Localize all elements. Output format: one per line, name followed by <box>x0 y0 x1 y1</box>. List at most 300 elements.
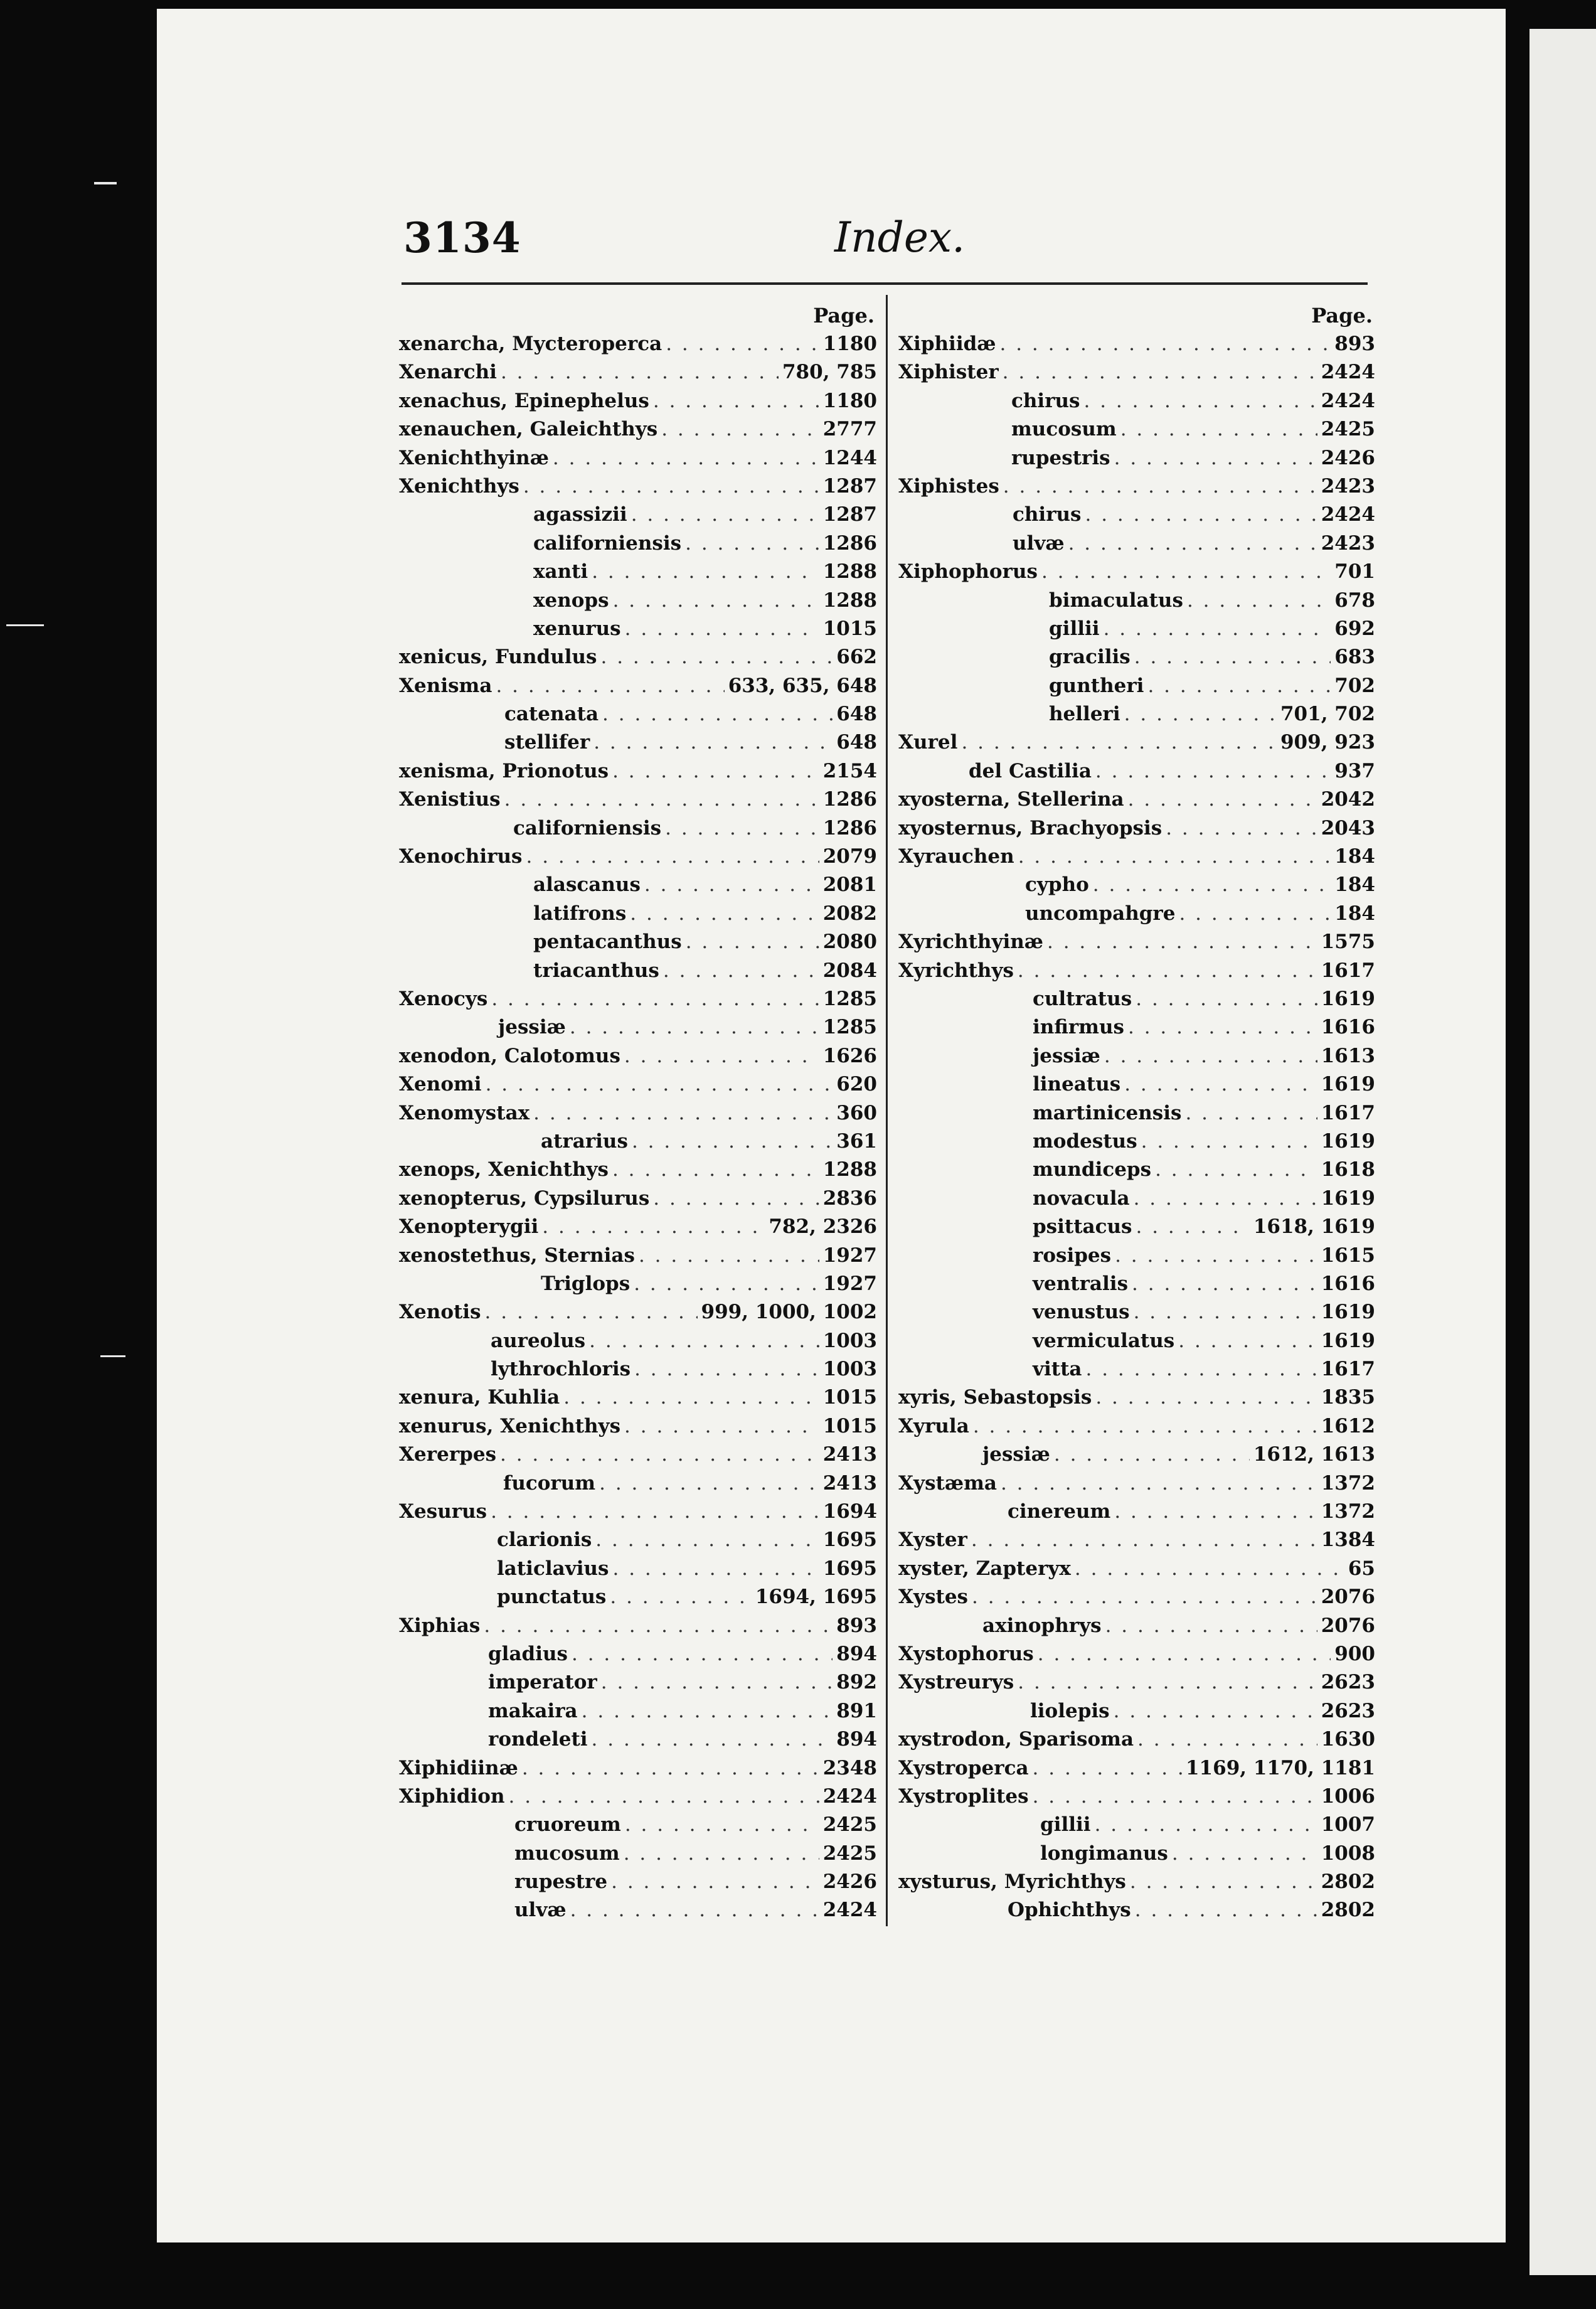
index-term: cruoreum <box>514 1813 621 1837</box>
page-reference: 2084 <box>822 959 877 982</box>
index-entry <box>898 1213 1375 1241</box>
index-term: makaira <box>488 1699 578 1722</box>
index-term: infirmus <box>1033 1016 1124 1039</box>
dot-leader <box>486 1070 833 1099</box>
dot-leader <box>593 728 833 757</box>
index-entry <box>898 1783 1375 1811</box>
dot-leader <box>601 1668 833 1697</box>
index-entry <box>399 1526 877 1554</box>
dot-leader <box>1135 1896 1317 1924</box>
index-term: Xenichthys <box>399 474 519 498</box>
index-term: Xyrauchen <box>898 845 1014 868</box>
page-reference: 184 <box>1334 845 1375 868</box>
index-term: jessiæ <box>1033 1044 1100 1067</box>
dot-leader <box>1141 1128 1317 1156</box>
index-term: Xiphias <box>399 1614 481 1637</box>
index-term: xyosternus, Brachyopsis <box>898 816 1162 840</box>
page-reference: 2082 <box>822 902 877 925</box>
index-entry <box>399 1156 877 1184</box>
index-term: agassizii <box>533 503 627 526</box>
index-term: Xystreurys <box>898 1671 1014 1694</box>
index-entry <box>898 1156 1375 1184</box>
dot-leader <box>1124 700 1277 728</box>
dot-leader <box>504 786 819 814</box>
index-term: Xenocys <box>399 987 488 1010</box>
dot-leader <box>599 1469 819 1498</box>
index-entry <box>898 387 1375 415</box>
dot-leader <box>582 1697 833 1725</box>
index-term: rupestre <box>514 1870 608 1894</box>
index-entry <box>898 1725 1375 1754</box>
index-term: chirus <box>1013 503 1082 526</box>
index-entry <box>399 700 877 728</box>
dot-leader <box>522 1754 819 1783</box>
index-entry <box>399 587 877 615</box>
index-term: cinereum <box>1008 1500 1111 1523</box>
page-reference: 1617 <box>1321 1358 1375 1381</box>
page-reference: 1619 <box>1321 1186 1375 1210</box>
index-term: Xenopterygii <box>399 1215 539 1239</box>
index-entry <box>399 786 877 814</box>
page-reference: 2425 <box>1321 418 1375 441</box>
index-entry <box>399 1811 877 1839</box>
dot-leader <box>1085 501 1317 529</box>
dot-leader <box>1120 415 1317 444</box>
dot-leader <box>570 1896 819 1924</box>
index-term: lineatus <box>1033 1073 1121 1096</box>
dot-leader <box>1000 330 1331 358</box>
index-term: psittacus <box>1033 1215 1132 1239</box>
dot-leader <box>1134 643 1331 671</box>
page-reference: 1615 <box>1321 1244 1375 1267</box>
page-reference: 2080 <box>822 931 877 954</box>
page-reference: 1244 <box>822 446 877 469</box>
page-reference: 360 <box>836 1101 877 1124</box>
index-term: uncompahgre <box>1025 902 1176 925</box>
index-entry <box>399 1042 877 1070</box>
dot-leader <box>1136 985 1317 1013</box>
index-entry <box>399 672 877 700</box>
index-entry <box>399 843 877 871</box>
dot-leader <box>624 1042 819 1070</box>
page-reference: 2424 <box>1321 389 1375 412</box>
page-reference: 1619 <box>1321 1073 1375 1096</box>
index-term: bimaculatus <box>1049 589 1183 612</box>
page-reference: 1015 <box>822 1414 877 1437</box>
page-reference: 2076 <box>1321 1614 1375 1637</box>
index-entry <box>399 415 877 444</box>
index-term: punctatus <box>497 1586 607 1609</box>
index-entry <box>898 643 1375 671</box>
index-term: xenicus, Fundulus <box>399 646 597 669</box>
page-reference: 1630 <box>1321 1728 1375 1751</box>
index-term: Xystroperca <box>898 1756 1029 1779</box>
dot-leader <box>1134 1185 1317 1213</box>
dot-leader <box>1033 1754 1182 1783</box>
index-term: gillii <box>1040 1813 1091 1837</box>
index-entry <box>399 1896 877 1924</box>
index-entry <box>898 1441 1375 1469</box>
dot-leader <box>663 957 819 985</box>
page-reference: 1617 <box>1321 1101 1375 1124</box>
page-reference: 1288 <box>822 1158 877 1181</box>
page-reference: 678 <box>1334 589 1375 612</box>
index-entry <box>399 900 877 928</box>
page-reference: 1288 <box>822 589 877 612</box>
page-reference: 1007 <box>1321 1813 1375 1837</box>
index-term: chirus <box>1011 389 1080 412</box>
dot-leader <box>1041 558 1331 586</box>
dot-leader <box>1155 1156 1317 1184</box>
page-reference: 1619 <box>1321 1129 1375 1153</box>
index-term: Xiphister <box>898 361 999 384</box>
dot-leader <box>1095 1811 1317 1839</box>
dot-leader <box>612 1156 819 1184</box>
page-reference: 701 <box>1334 560 1375 584</box>
index-term: imperator <box>488 1671 597 1694</box>
index-entry <box>898 1128 1375 1156</box>
index-entry <box>898 1384 1375 1412</box>
page-reference: 999, 1000, 1002 <box>701 1301 877 1324</box>
page-reference: 1180 <box>822 333 877 355</box>
index-entry <box>399 387 877 415</box>
index-term: mucosum <box>1011 418 1117 441</box>
page-reference: 2425 <box>822 1842 877 1865</box>
index-term: xenops <box>533 589 609 612</box>
index-term: Xererpes <box>399 1443 497 1466</box>
index-term: Xiphistes <box>898 474 999 498</box>
index-term: mucosum <box>514 1842 620 1865</box>
page-reference: 1285 <box>822 1016 877 1039</box>
index-entry <box>898 1099 1375 1128</box>
dot-leader <box>1114 1498 1317 1526</box>
index-term: californiensis <box>533 531 682 555</box>
index-entry <box>399 1327 877 1355</box>
index-entry <box>898 330 1375 358</box>
page-reference: 2424 <box>1321 503 1375 526</box>
dot-leader <box>630 900 819 928</box>
page-reference: 1613 <box>1321 1044 1375 1067</box>
dot-leader <box>612 1555 819 1583</box>
page-reference: 1618, 1619 <box>1253 1215 1375 1239</box>
dot-leader <box>485 1298 698 1326</box>
page-reference: 892 <box>836 1671 877 1694</box>
index-entry <box>399 1213 877 1241</box>
index-entry <box>399 358 877 387</box>
index-term: mundiceps <box>1033 1158 1152 1181</box>
dot-leader <box>653 387 819 415</box>
dot-leader <box>1104 615 1331 643</box>
page-reference: 1695 <box>822 1557 877 1580</box>
index-term: pentacanthus <box>533 931 682 954</box>
index-entry <box>399 957 877 985</box>
index-entry <box>399 1441 877 1469</box>
index-term: ulvæ <box>514 1899 567 1922</box>
dot-leader <box>1086 1355 1317 1384</box>
dot-leader <box>1018 1668 1317 1697</box>
dot-leader <box>624 1840 819 1868</box>
index-term: gillii <box>1049 617 1100 640</box>
index-entry <box>399 1242 877 1270</box>
dot-leader <box>1001 1469 1317 1498</box>
page-reference: 620 <box>836 1073 877 1096</box>
index-term: Xenomystax <box>399 1101 530 1124</box>
page-reference: 1618 <box>1321 1158 1375 1181</box>
dot-leader <box>972 1583 1317 1611</box>
index-entry <box>898 985 1375 1013</box>
dot-leader <box>1128 1013 1317 1042</box>
dot-leader <box>1166 814 1317 843</box>
dot-leader <box>632 1128 833 1156</box>
index-entry <box>399 985 877 1013</box>
index-entry <box>898 728 1375 757</box>
dot-leader <box>625 615 819 643</box>
page-reference: 692 <box>1334 617 1375 640</box>
index-term: xyris, Sebastopsis <box>898 1386 1092 1409</box>
index-term: xenisma, Prionotus <box>399 759 609 782</box>
index-entry <box>399 871 877 899</box>
page-reference: 1619 <box>1321 1301 1375 1324</box>
index-entry <box>399 1384 877 1412</box>
page-reference: 1619 <box>1321 1329 1375 1352</box>
index-entry <box>399 1013 877 1042</box>
page-reference: 2623 <box>1321 1699 1375 1722</box>
dot-leader <box>523 472 819 501</box>
dot-leader <box>1115 1242 1317 1270</box>
index-term: xenura, Kuhlia <box>399 1386 560 1409</box>
index-term: californiensis <box>513 816 662 840</box>
index-entry <box>399 928 877 956</box>
page-reference: 2802 <box>1321 1899 1375 1922</box>
dot-leader <box>661 415 819 444</box>
dot-leader <box>644 871 819 899</box>
index-entry <box>399 444 877 472</box>
dot-leader <box>1105 1612 1317 1640</box>
index-term: lythrochloris <box>491 1358 631 1381</box>
dot-leader <box>592 558 819 586</box>
index-term: Xenomi <box>399 1073 482 1096</box>
page-reference: 1286 <box>822 531 877 555</box>
index-term: Xiphidiinæ <box>399 1756 518 1779</box>
index-term: helleri <box>1049 703 1120 726</box>
index-entry <box>898 415 1375 444</box>
index-entry <box>898 1242 1375 1270</box>
page-reference: 1015 <box>822 1386 877 1409</box>
index-entry <box>399 1185 877 1213</box>
dot-leader <box>1095 1384 1317 1412</box>
index-term: xenopterus, Cypsilurus <box>399 1186 650 1210</box>
page-reference: 2424 <box>822 1899 877 1922</box>
index-entry <box>898 587 1375 615</box>
dot-leader <box>612 757 819 786</box>
dot-leader <box>686 928 819 956</box>
page-reference: 184 <box>1334 902 1375 925</box>
index-entry <box>898 1185 1375 1213</box>
dot-leader <box>1128 786 1317 814</box>
page-reference: 1927 <box>822 1244 877 1267</box>
page-reference: 1287 <box>822 503 877 526</box>
index-term: latifrons <box>533 902 627 925</box>
index-entry <box>399 1070 877 1099</box>
dot-leader <box>1185 1099 1317 1128</box>
dot-leader <box>553 444 819 472</box>
page-column-header: Page. <box>813 304 875 328</box>
index-column-right <box>898 301 1375 1925</box>
page-reference: 1006 <box>1321 1784 1375 1808</box>
page-reference: 2423 <box>1321 474 1375 498</box>
index-entry <box>399 1469 877 1498</box>
index-entry <box>399 1612 877 1640</box>
page-reference: 1575 <box>1321 931 1375 954</box>
dot-leader <box>484 1612 833 1640</box>
dot-leader <box>610 1583 751 1611</box>
index-entry <box>399 1725 877 1754</box>
index-entry <box>399 501 877 529</box>
index-entry <box>898 1042 1375 1070</box>
page-reference: 900 <box>1334 1642 1375 1665</box>
index-term: Xenisma <box>399 674 492 697</box>
column-divider <box>886 295 888 1926</box>
index-entry <box>399 1668 877 1697</box>
index-entry <box>399 1868 877 1896</box>
index-term: ulvæ <box>1013 531 1065 555</box>
adjacent-page-edge <box>1530 29 1596 2275</box>
index-term: Xyrichthys <box>898 959 1014 982</box>
dot-leader <box>572 1640 833 1668</box>
dot-leader <box>1084 387 1317 415</box>
index-entry <box>898 1555 1375 1583</box>
page-reference: 1180 <box>822 389 877 412</box>
index-term: gracilis <box>1049 646 1130 669</box>
page-reference: 1286 <box>822 816 877 840</box>
dot-leader <box>653 1185 819 1213</box>
index-term: xenauchen, Galeichthys <box>399 418 658 441</box>
dot-leader <box>1132 1270 1317 1298</box>
dot-leader <box>1018 957 1317 985</box>
dot-leader <box>542 1213 765 1241</box>
index-term: ventralis <box>1033 1272 1129 1295</box>
index-entry <box>399 530 877 558</box>
page-reference: 1003 <box>822 1329 877 1352</box>
scan-speck <box>6 624 44 626</box>
page-reference: 2413 <box>822 1443 877 1466</box>
page-reference: 662 <box>836 646 877 669</box>
index-entry <box>399 757 877 786</box>
dot-leader <box>1018 843 1331 871</box>
dot-leader <box>639 1242 819 1270</box>
index-entry <box>399 615 877 643</box>
index-entry <box>898 928 1375 956</box>
index-term: liolepis <box>1030 1699 1110 1722</box>
index-entry <box>898 814 1375 843</box>
index-entry <box>399 1783 877 1811</box>
page-reference: 2423 <box>1321 531 1375 555</box>
index-term: axinophrys <box>982 1614 1102 1637</box>
page-reference: 648 <box>836 731 877 754</box>
index-entry <box>898 530 1375 558</box>
index-entry <box>399 1099 877 1128</box>
dot-leader <box>685 530 819 558</box>
index-term: jessiæ <box>498 1016 566 1039</box>
index-term: cultratus <box>1033 987 1132 1010</box>
dot-leader <box>613 587 819 615</box>
index-entry <box>399 643 877 671</box>
page-reference: 1285 <box>822 987 877 1010</box>
index-term: atrarius <box>541 1129 628 1153</box>
index-term: Xesurus <box>399 1500 487 1523</box>
dot-leader <box>500 1441 819 1469</box>
dot-leader <box>634 1355 819 1384</box>
index-term: clarionis <box>497 1528 592 1552</box>
index-term: Xenochirus <box>399 845 523 868</box>
dot-leader <box>1054 1441 1250 1469</box>
page-reference: 633, 635, 648 <box>728 674 877 697</box>
dot-leader <box>501 358 779 387</box>
page-reference: 2425 <box>822 1813 877 1837</box>
dot-leader <box>1047 928 1317 956</box>
dot-leader <box>570 1013 819 1042</box>
page-reference: 1694, 1695 <box>755 1586 877 1609</box>
index-entry <box>399 1583 877 1611</box>
index-term: Xyster <box>898 1528 967 1552</box>
index-term: rosipes <box>1033 1244 1112 1267</box>
page-reference: 1287 <box>822 474 877 498</box>
dot-leader <box>1095 757 1331 786</box>
page-reference: 1626 <box>822 1044 877 1067</box>
index-term: modestus <box>1033 1129 1137 1153</box>
index-term: Xyrichthyinæ <box>898 931 1044 954</box>
page-reference: 2413 <box>822 1471 877 1495</box>
page-reference: 1617 <box>1321 959 1375 982</box>
page-reference: 1927 <box>822 1272 877 1295</box>
index-column-left <box>399 301 877 1925</box>
page-reference: 1003 <box>822 1358 877 1381</box>
page-reference: 65 <box>1348 1557 1375 1580</box>
dot-leader <box>1172 1840 1317 1868</box>
dot-leader <box>496 672 724 700</box>
page-reference: 1169, 1170, 1181 <box>1185 1756 1375 1779</box>
index-entry <box>399 558 877 586</box>
index-entry <box>898 1754 1375 1783</box>
index-term: Xiphophorus <box>898 560 1038 584</box>
page-reference: 891 <box>836 1699 877 1722</box>
index-term: Xenotis <box>399 1301 481 1324</box>
page-reference: 893 <box>836 1614 877 1637</box>
dot-leader <box>1033 1783 1317 1811</box>
dot-leader <box>625 1811 819 1839</box>
page-reference: 1695 <box>822 1528 877 1552</box>
page-reference: 2836 <box>822 1186 877 1210</box>
page-reference: 893 <box>1334 333 1375 355</box>
dot-leader <box>592 1725 833 1754</box>
scan-speck <box>94 182 117 184</box>
index-term: aureolus <box>491 1329 586 1352</box>
page-reference: 1286 <box>822 788 877 811</box>
dot-leader <box>533 1099 833 1128</box>
index-entry <box>898 1498 1375 1526</box>
index-entry <box>898 1811 1375 1839</box>
index-term: xenops, Xenichthys <box>399 1158 609 1181</box>
page-reference: 1835 <box>1321 1386 1375 1409</box>
dot-leader <box>1038 1640 1331 1668</box>
dot-leader <box>1003 358 1317 387</box>
index-term: Xyrula <box>898 1414 969 1437</box>
page-reference: 1384 <box>1321 1528 1375 1552</box>
index-term: novacula <box>1033 1186 1130 1210</box>
page-reference: 1616 <box>1321 1272 1375 1295</box>
page-reference: 1015 <box>822 617 877 640</box>
page-reference: 1372 <box>1321 1471 1375 1495</box>
